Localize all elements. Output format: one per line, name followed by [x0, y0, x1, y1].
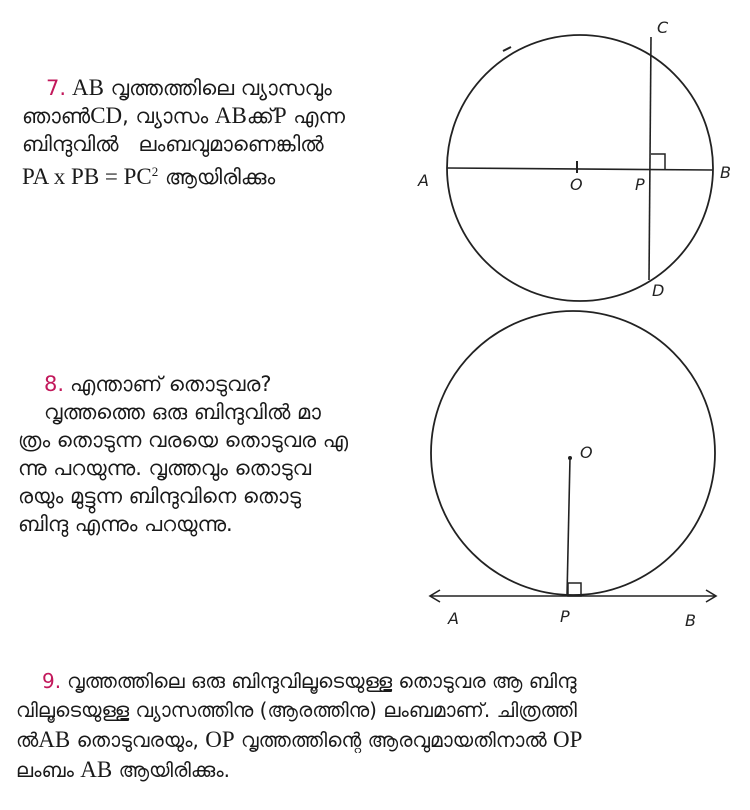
q8-line-5: ബിന്ദു എന്നും പറയുന്നു.	[18, 512, 233, 536]
q8-label-p: P	[560, 607, 570, 626]
q7-arrow-mark	[503, 47, 511, 51]
q9-line-4: ലംബം AB ആയിരിക്കും.	[16, 757, 230, 782]
q7-diameter-ab	[447, 168, 713, 170]
q8-line-2: ത്രം തൊടുന്ന വരയെ തൊടുവര എ	[18, 428, 349, 452]
q8-tangent-figure	[420, 310, 740, 640]
q7-text	[22, 74, 402, 191]
q7-label-d: D	[652, 281, 665, 300]
q7-label-p: P	[635, 175, 645, 194]
q7-label-b: B	[720, 163, 731, 182]
q7-label-o: O	[570, 175, 583, 194]
q7-line-1: 7. AB വൃത്തത്തിലെ വ്യാസവും	[46, 75, 332, 100]
q9-line-1: 9. വൃത്തത്തിലെ ഒരു ബിന്ദുവിലൂടെയുള്ള തൊടുവര ആ ബിന്ദു	[42, 669, 577, 693]
q8-title: 8. എന്താണ് തൊടുവര?	[44, 372, 272, 396]
q8-center-dot	[568, 456, 572, 460]
q7-line-4: PA x PB = $PC^2$ ആയിരിക്കും	[22, 164, 276, 189]
q8-circle	[431, 311, 715, 595]
q7-line-2: ഞാൺCD, വ്യാസം ABക്ക്P എന്ന	[22, 103, 346, 128]
q8-line-1: വൃത്തത്തെ ഒരു ബിന്ദുവിൽ മാ	[44, 400, 321, 424]
q7-label-a: A	[418, 171, 429, 190]
q9-line-3: ൽAB തൊടുവരയും, OP വൃത്തത്തിന്റെ ആരവുമായതിനാൽ OP	[16, 727, 583, 752]
q9-text	[16, 667, 744, 785]
q7-chord-cd	[649, 37, 651, 280]
q9-line-2: വിലൂടെയുള്ള വ്യാസത്തിനു (ആരത്തിനു) ലംബമാണ്. ചിത്രത്തി	[16, 698, 577, 722]
q7-number: 7.	[46, 76, 67, 100]
q8-line-4: രയും മുട്ടുന്ന ബിന്ദുവിനെ തൊടു	[18, 484, 301, 508]
q8-line-3: ന്നു പറയുന്നു. വൃത്തവും തൊടുവ	[18, 456, 312, 480]
q7-right-angle-mark	[651, 154, 665, 169]
q8-text	[18, 370, 413, 538]
q8-label-b: B	[685, 611, 696, 630]
q8-label-a: A	[448, 609, 459, 628]
q8-label-o: O	[580, 443, 593, 462]
q7-label-c: C	[657, 18, 669, 37]
q7-circle-figure	[400, 8, 750, 308]
q8-radius-op	[567, 458, 570, 596]
q7-line-3: ബിന്ദുവിൽ ലംബവുമാണെങ്കിൽ	[22, 132, 324, 156]
